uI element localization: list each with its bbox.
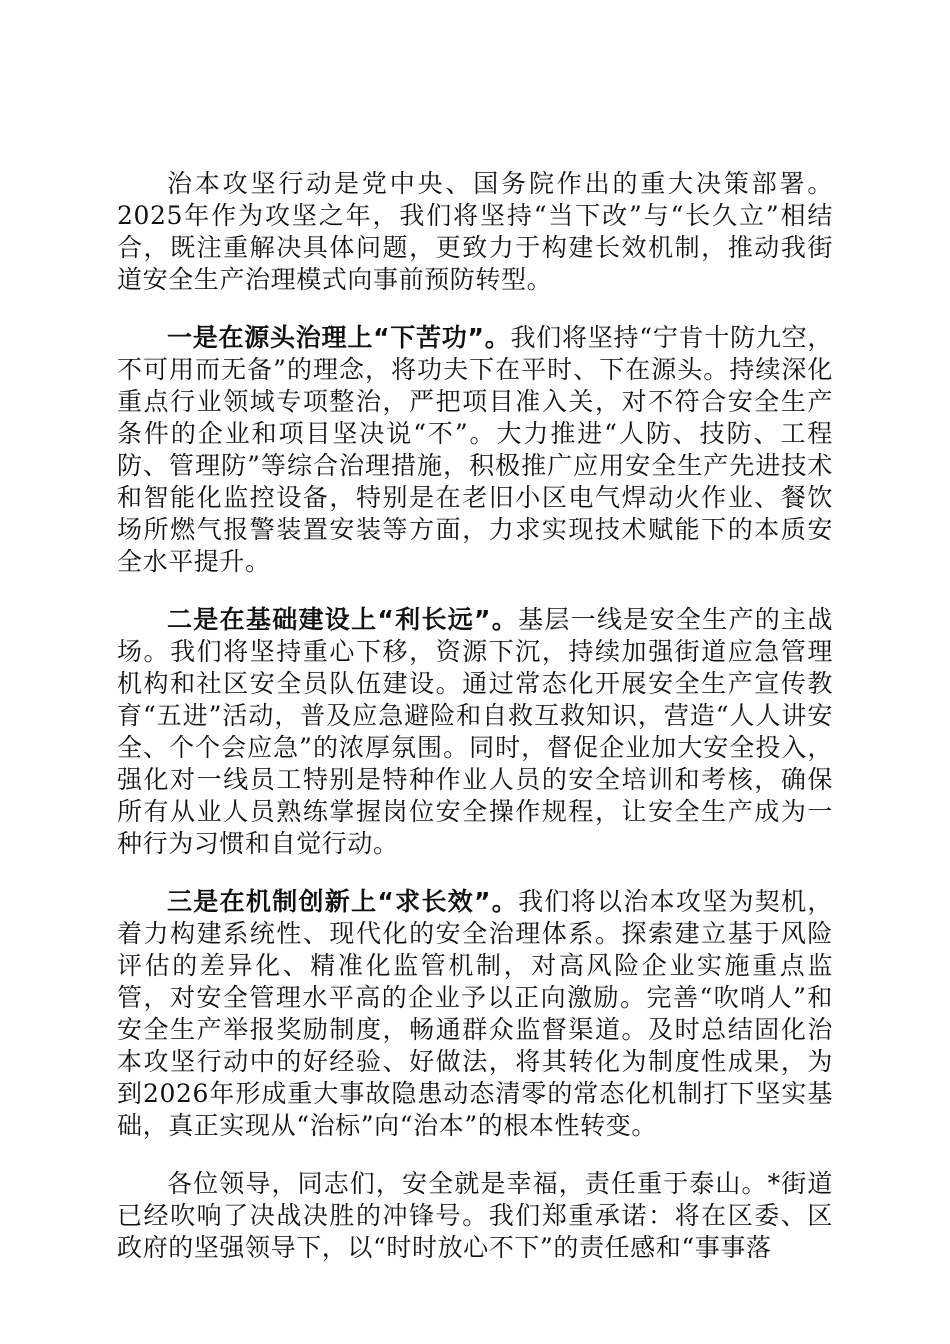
paragraph-body: 我们将以治本攻坚为契机，着力构建系统性、现代化的安全治理体系。探索建立基于风险评估的差异化、精准化监管机制，对高风险企业实施重点监管，对安全管理水平高的企业予以正向激励。完善“吹哨人”和安全生产举报奖励制度，畅通群众监督渠道。及时总结固化治本攻坚行动中的好经验、好做法，将其转化为制度性成果，为到2026年形成重大事故隐患动态清零的常态化机制打下坚实基础，真正实现从“治标”向“治本”的根本性转变。	[117, 887, 834, 1140]
paragraph-mechanism-innovation	[117, 886, 833, 1142]
paragraph-body: 各位领导，同志们，安全就是幸福，责任重于泰山。*街道已经吹响了决战决胜的冲锋号。我们郑重承诺：将在区委、区政府的坚强领导下，以“时时放心不下”的责任感和“事事落	[117, 1169, 833, 1262]
document-body	[117, 168, 833, 1290]
paragraph-lead: 二是在基础建设上“利长远”。	[167, 605, 519, 634]
paragraph-body: 基层一线是安全生产的主战场。我们将坚持重心下移，资源下沉，持续加强街道应急管理机构和社区安全员队伍建设。通过常态化开展安全生产宣传教育“五进”活动，普及应急避险和自救互救知识，营造“人人讲安全、个个会应急”的浓厚氛围。同时，督促企业加大安全投入，强化对一线员工特别是特种作业人员的安全培训和考核，确保所有从业人员熟练掌握岗位安全操作规程，让安全生产成为一种行为习惯和自觉行动。	[117, 605, 834, 858]
paragraph-intro	[117, 168, 833, 296]
paragraph-lead: 三是在机制创新上“求长效”。	[167, 887, 519, 916]
paragraph-body: 我们将坚持“宁肯十防九空，不可用而无备”的理念，将功夫下在平时、下在源头。持续深化重点行业领域专项整治，严把项目准入关，对不符合安全生产条件的企业和项目坚决说“不”。大力推进“人防、技防、工程防、管理防”等综合治理措施，积极推广应用安全生产先进技术和智能化监控设备，特别是在老旧小区电气焊动火作业、餐饮场所燃气报警装置安装等方面，力求实现技术赋能下的本质安全水平提升。	[117, 323, 833, 576]
paragraph-source-governance	[117, 322, 833, 578]
paragraph-body: 治本攻坚行动是党中央、国务院作出的重大决策部署。2025年作为攻坚之年，我们将坚持“当下改”与“长久立”相结合，既注重解决具体问题，更致力于构建长效机制，推动我街道安全生产治理模式向事前预防转型。	[117, 169, 833, 294]
paragraph-lead: 一是在源头治理上“下苦功”。	[167, 323, 511, 352]
paragraph-closing	[117, 1168, 833, 1264]
paragraph-foundation-building	[117, 604, 833, 860]
